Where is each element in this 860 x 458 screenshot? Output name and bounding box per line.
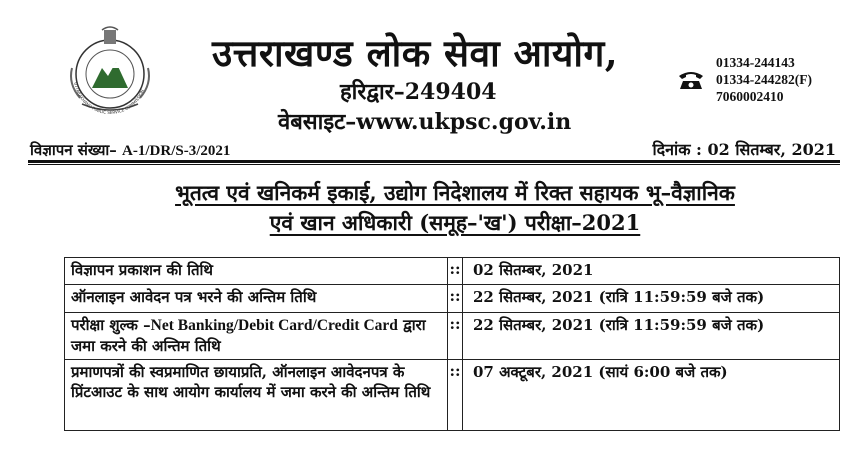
row-value: 02 सितम्बर, 2021 <box>463 258 840 285</box>
phone-numbers <box>716 54 812 105</box>
row-separator: :: <box>448 360 463 431</box>
advertisement-number-value: A-1/DR/S-3/2021 <box>122 143 231 159</box>
svg-text:UTTARAKHAND PUBLIC SERVICE COM: UTTARAKHAND PUBLIC SERVICE COMMISSION <box>73 81 145 116</box>
commission-title: उत्तराखण्ड लोक सेवा आयोग, <box>212 31 619 75</box>
commission-logo <box>62 24 158 118</box>
fax-number: 01334-244282(F) <box>716 72 812 87</box>
table-row <box>65 360 840 431</box>
row-label: ऑनलाइन आवेदन पत्र भरने की अन्तिम तिथि <box>65 285 448 313</box>
advertisement-number-label: विज्ञापन संख्या– <box>30 141 117 159</box>
row-separator: :: <box>448 258 463 285</box>
exam-heading-line-2: एवं खान अधिकारी (समूह–'ख') परीक्षा–2021 <box>269 210 641 235</box>
row-label-payment-modes: Net Banking/Debit Card/Credit Card <box>150 317 398 334</box>
row-separator: :: <box>448 285 463 313</box>
row-label: प्रमाणपत्रों की स्वप्रमाणित छायाप्रति, ऑनलाइन आवेदनपत्र के प्रिंटआउट के साथ आयोग कार्यालय में जमा करने की अन्तिम तिथि <box>65 360 448 431</box>
row-value: 07 अक्टूबर, 2021 (सायं 6:00 बजे तक) <box>463 360 840 431</box>
header-divider-thin <box>28 164 840 165</box>
exam-heading <box>70 178 840 238</box>
commission-city: हरिद्वार–249404 <box>340 79 497 105</box>
advertisement-number <box>30 140 230 160</box>
exam-heading-line-1: भूतत्व एवं खनिकर्म इकाई, उद्योग निदेशालय में रिक्त सहायक भू–वैज्ञानिक <box>175 180 735 205</box>
row-label-part: परीक्षा शुल्क – <box>71 316 151 334</box>
table-row <box>65 258 840 285</box>
table-row <box>65 285 840 313</box>
mobile-number: 7060002410 <box>716 89 784 104</box>
table-row <box>65 313 840 360</box>
row-label-part: द्वारा जमा करने की अन्तिम तिथि <box>71 316 426 355</box>
commission-website: वेबसाइट–www.ukpsc.gov.in <box>278 109 572 135</box>
telephone-icon <box>677 70 705 90</box>
important-dates-table <box>64 257 840 431</box>
row-value: 22 सितम्बर, 2021 (रात्रि 11:59:59 बजे तक) <box>463 313 840 360</box>
emblem-icon <box>62 24 158 118</box>
row-value: 22 सितम्बर, 2021 (रात्रि 11:59:59 बजे तक) <box>463 285 840 313</box>
row-label: विज्ञापन प्रकाशन की तिथि <box>65 258 448 285</box>
row-separator: :: <box>448 313 463 360</box>
row-label <box>65 313 448 360</box>
advertisement-date: दिनांक : 02 सितम्बर, 2021 <box>652 140 836 159</box>
header-divider <box>28 160 840 163</box>
phone-number: 01334-244143 <box>716 55 795 70</box>
